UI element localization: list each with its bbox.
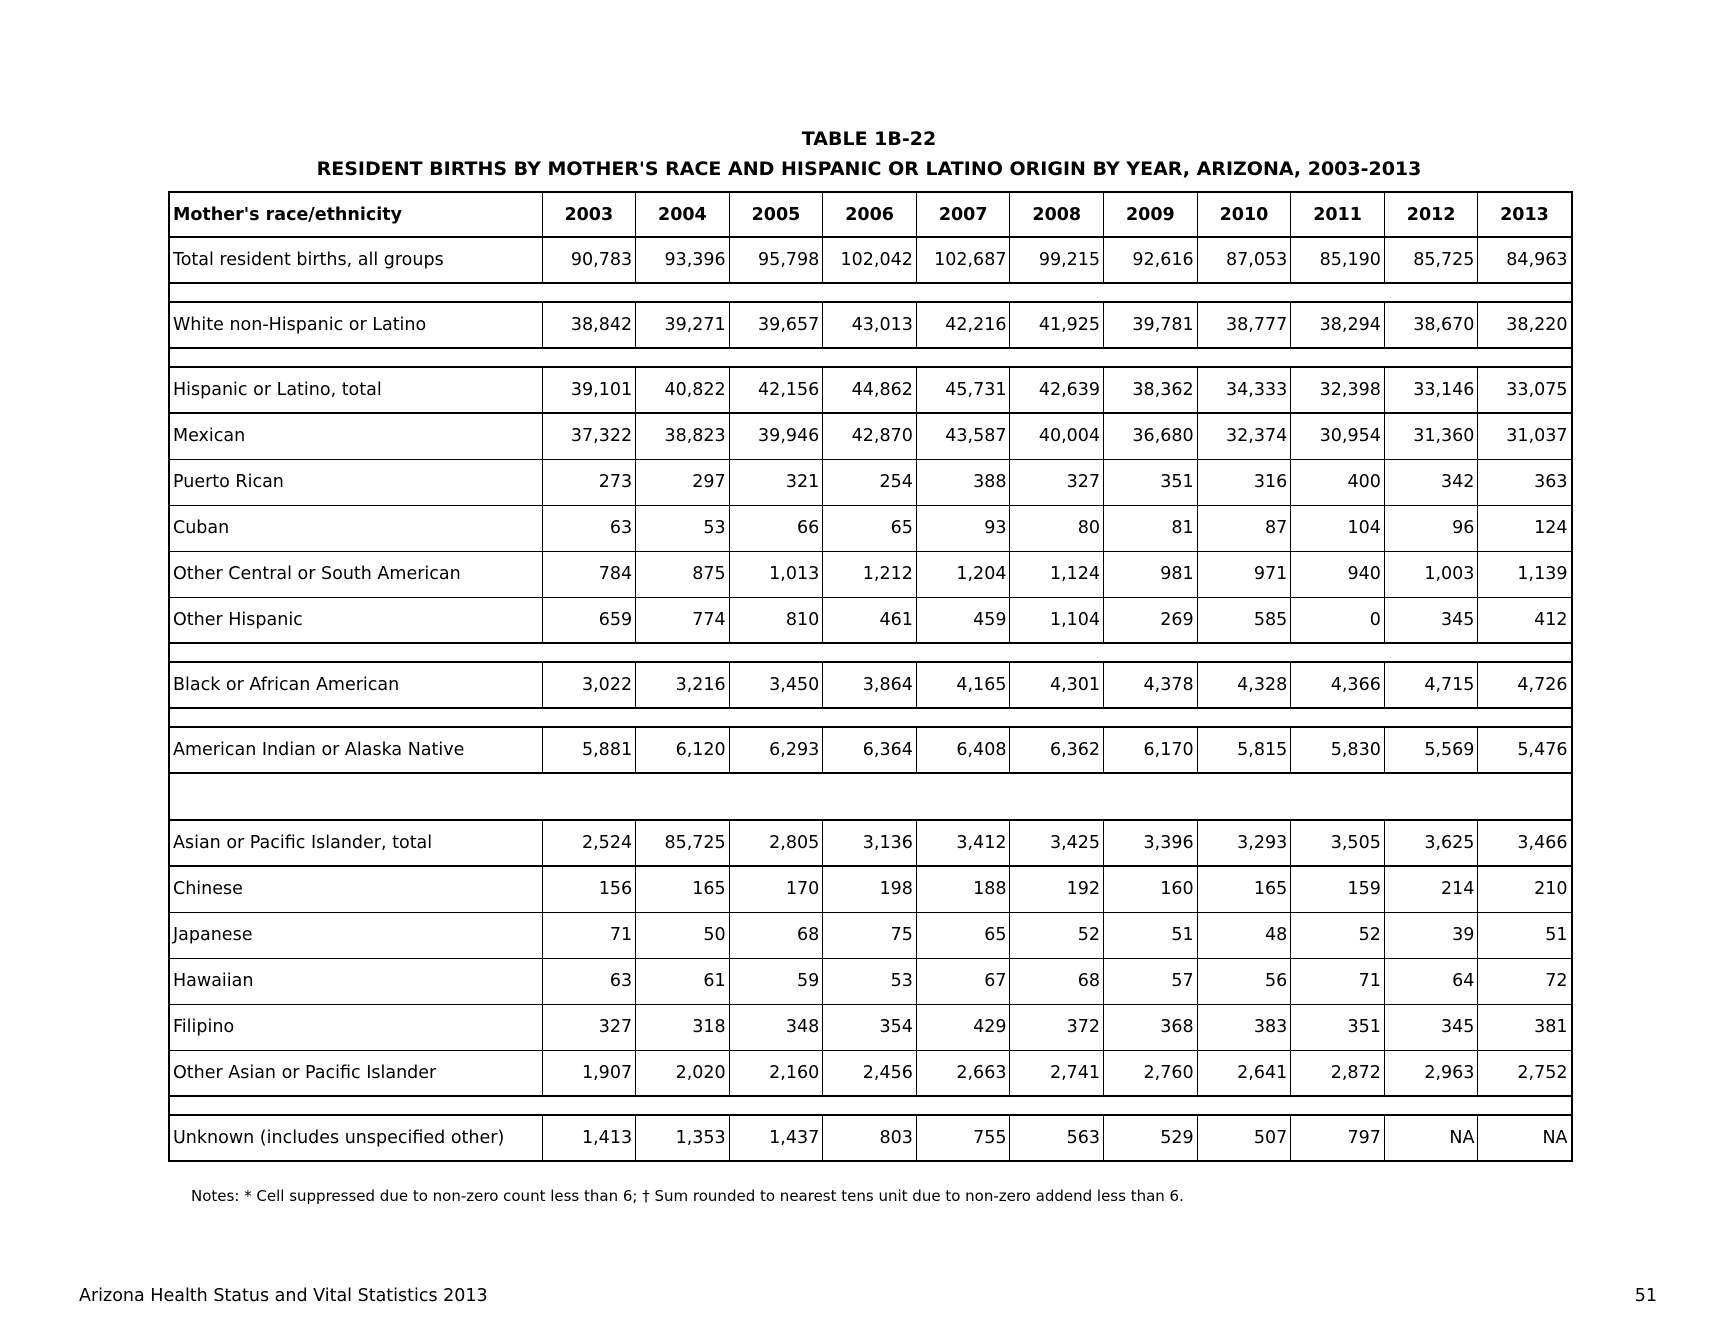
value-cell: 192	[1010, 866, 1104, 912]
value-cell: 71	[1291, 958, 1385, 1004]
value-cell: 38,294	[1291, 302, 1385, 348]
value-cell: 875	[636, 551, 730, 597]
column-header-year: 2008	[1010, 192, 1104, 237]
value-cell: 6,408	[916, 727, 1010, 773]
value-cell: 1,907	[542, 1050, 636, 1096]
table-body	[169, 237, 1572, 1161]
value-cell: 412	[1478, 597, 1572, 643]
value-cell: 4,301	[1010, 662, 1104, 708]
value-cell: 459	[916, 597, 1010, 643]
value-cell: 38,823	[636, 413, 730, 459]
column-header-year: 2012	[1384, 192, 1478, 237]
row-label: White non-Hispanic or Latino	[169, 302, 542, 348]
row-label: Puerto Rican	[169, 459, 542, 505]
value-cell: 42,639	[1010, 367, 1104, 413]
value-cell: 102,687	[916, 237, 1010, 283]
value-cell: 3,412	[916, 820, 1010, 866]
value-cell: 85,725	[636, 820, 730, 866]
value-cell: 2,641	[1197, 1050, 1291, 1096]
value-cell: 2,160	[729, 1050, 823, 1096]
value-cell: 1,204	[916, 551, 1010, 597]
value-cell: 92,616	[1104, 237, 1198, 283]
value-cell: 5,830	[1291, 727, 1385, 773]
value-cell: 6,364	[823, 727, 917, 773]
value-cell: 42,156	[729, 367, 823, 413]
value-cell: 2,805	[729, 820, 823, 866]
table-row	[169, 367, 1572, 413]
spacer-cell	[169, 773, 1572, 820]
value-cell: 65	[823, 505, 917, 551]
column-header-year: 2006	[823, 192, 917, 237]
value-cell: 381	[1478, 1004, 1572, 1050]
value-cell: 1,139	[1478, 551, 1572, 597]
value-cell: 429	[916, 1004, 1010, 1050]
value-cell: 38,670	[1384, 302, 1478, 348]
table-title	[168, 124, 1570, 184]
value-cell: 40,004	[1010, 413, 1104, 459]
value-cell: 797	[1291, 1115, 1385, 1161]
value-cell: 6,362	[1010, 727, 1104, 773]
header-row	[169, 192, 1572, 237]
value-cell: 85,190	[1291, 237, 1385, 283]
value-cell: 39,657	[729, 302, 823, 348]
value-cell: 33,075	[1478, 367, 1572, 413]
spacer-row	[169, 643, 1572, 662]
value-cell: 3,625	[1384, 820, 1478, 866]
value-cell: 44,862	[823, 367, 917, 413]
value-cell: 383	[1197, 1004, 1291, 1050]
value-cell: 1,437	[729, 1115, 823, 1161]
table-row	[169, 958, 1572, 1004]
value-cell: 165	[1197, 866, 1291, 912]
column-header-year: 2010	[1197, 192, 1291, 237]
value-cell: 165	[636, 866, 730, 912]
value-cell: 5,476	[1478, 727, 1572, 773]
value-cell: 53	[823, 958, 917, 1004]
row-label: Total resident births, all groups	[169, 237, 542, 283]
value-cell: 32,398	[1291, 367, 1385, 413]
value-cell: 102,042	[823, 237, 917, 283]
value-cell: 368	[1104, 1004, 1198, 1050]
value-cell: 43,013	[823, 302, 917, 348]
value-cell: 297	[636, 459, 730, 505]
value-cell: 4,366	[1291, 662, 1385, 708]
row-label: American Indian or Alaska Native	[169, 727, 542, 773]
value-cell: 273	[542, 459, 636, 505]
value-cell: 372	[1010, 1004, 1104, 1050]
column-header-year: 2003	[542, 192, 636, 237]
value-cell: 269	[1104, 597, 1198, 643]
value-cell: 529	[1104, 1115, 1198, 1161]
value-cell: 4,165	[916, 662, 1010, 708]
value-cell: 159	[1291, 866, 1385, 912]
spacer-cell	[169, 708, 1572, 727]
column-header-year: 2004	[636, 192, 730, 237]
value-cell: 210	[1478, 866, 1572, 912]
value-cell: 170	[729, 866, 823, 912]
row-label: Unknown (includes unspecified other)	[169, 1115, 542, 1161]
row-label: Hispanic or Latino, total	[169, 367, 542, 413]
value-cell: 351	[1104, 459, 1198, 505]
value-cell: 563	[1010, 1115, 1104, 1161]
value-cell: 31,360	[1384, 413, 1478, 459]
row-label: Filipino	[169, 1004, 542, 1050]
value-cell: 104	[1291, 505, 1385, 551]
footer-publication: Arizona Health Status and Vital Statistics 2013	[79, 1286, 488, 1306]
value-cell: 52	[1010, 912, 1104, 958]
value-cell: 784	[542, 551, 636, 597]
value-cell: 64	[1384, 958, 1478, 1004]
spacer-cell	[169, 1096, 1572, 1115]
value-cell: 4,328	[1197, 662, 1291, 708]
row-label: Black or African American	[169, 662, 542, 708]
table-row	[169, 866, 1572, 912]
value-cell: 51	[1478, 912, 1572, 958]
value-cell: 33,146	[1384, 367, 1478, 413]
value-cell: 43,587	[916, 413, 1010, 459]
value-cell: 354	[823, 1004, 917, 1050]
value-cell: 3,216	[636, 662, 730, 708]
value-cell: 61	[636, 958, 730, 1004]
table-row	[169, 302, 1572, 348]
value-cell: 6,170	[1104, 727, 1198, 773]
table-row	[169, 727, 1572, 773]
value-cell: 4,726	[1478, 662, 1572, 708]
value-cell: 659	[542, 597, 636, 643]
spacer-row	[169, 773, 1572, 820]
value-cell: 755	[916, 1115, 1010, 1161]
value-cell: 3,450	[729, 662, 823, 708]
value-cell: 96	[1384, 505, 1478, 551]
row-label: Japanese	[169, 912, 542, 958]
value-cell: 2,663	[916, 1050, 1010, 1096]
value-cell: NA	[1478, 1115, 1572, 1161]
value-cell: 188	[916, 866, 1010, 912]
value-cell: 93	[916, 505, 1010, 551]
value-cell: 318	[636, 1004, 730, 1050]
spacer-cell	[169, 348, 1572, 367]
value-cell: 803	[823, 1115, 917, 1161]
value-cell: 160	[1104, 866, 1198, 912]
value-cell: 71	[542, 912, 636, 958]
value-cell: 2,741	[1010, 1050, 1104, 1096]
value-cell: 39,946	[729, 413, 823, 459]
value-cell: 81	[1104, 505, 1198, 551]
value-cell: 38,777	[1197, 302, 1291, 348]
value-cell: 351	[1291, 1004, 1385, 1050]
value-cell: 1,104	[1010, 597, 1104, 643]
value-cell: 59	[729, 958, 823, 1004]
value-cell: 6,293	[729, 727, 823, 773]
value-cell: 981	[1104, 551, 1198, 597]
value-cell: 39,101	[542, 367, 636, 413]
value-cell: 321	[729, 459, 823, 505]
value-cell: 214	[1384, 866, 1478, 912]
value-cell: 51	[1104, 912, 1198, 958]
value-cell: 53	[636, 505, 730, 551]
table-row	[169, 912, 1572, 958]
value-cell: 84,963	[1478, 237, 1572, 283]
table-number: TABLE 1B-22	[801, 128, 937, 150]
value-cell: 316	[1197, 459, 1291, 505]
value-cell: 3,425	[1010, 820, 1104, 866]
value-cell: 80	[1010, 505, 1104, 551]
value-cell: 3,136	[823, 820, 917, 866]
table-row	[169, 237, 1572, 283]
value-cell: 388	[916, 459, 1010, 505]
value-cell: 1,013	[729, 551, 823, 597]
value-cell: 0	[1291, 597, 1385, 643]
value-cell: 461	[823, 597, 917, 643]
value-cell: 72	[1478, 958, 1572, 1004]
row-label: Other Asian or Pacific Islander	[169, 1050, 542, 1096]
value-cell: 30,954	[1291, 413, 1385, 459]
value-cell: 95,798	[729, 237, 823, 283]
value-cell: 40,822	[636, 367, 730, 413]
column-header-race: Mother's race/ethnicity	[169, 192, 542, 237]
value-cell: 5,881	[542, 727, 636, 773]
value-cell: 1,003	[1384, 551, 1478, 597]
value-cell: 31,037	[1478, 413, 1572, 459]
table-row	[169, 459, 1572, 505]
spacer-row	[169, 708, 1572, 727]
value-cell: 48	[1197, 912, 1291, 958]
column-header-year: 2011	[1291, 192, 1385, 237]
table-row	[169, 820, 1572, 866]
column-header-year: 2013	[1478, 192, 1572, 237]
row-label: Chinese	[169, 866, 542, 912]
value-cell: 345	[1384, 597, 1478, 643]
value-cell: 34,333	[1197, 367, 1291, 413]
value-cell: 66	[729, 505, 823, 551]
value-cell: 2,020	[636, 1050, 730, 1096]
value-cell: 507	[1197, 1115, 1291, 1161]
value-cell: 38,842	[542, 302, 636, 348]
value-cell: 85,725	[1384, 237, 1478, 283]
value-cell: 810	[729, 597, 823, 643]
row-label: Mexican	[169, 413, 542, 459]
value-cell: 45,731	[916, 367, 1010, 413]
value-cell: 4,378	[1104, 662, 1198, 708]
value-cell: 52	[1291, 912, 1385, 958]
value-cell: 327	[1010, 459, 1104, 505]
value-cell: 57	[1104, 958, 1198, 1004]
value-cell: 36,680	[1104, 413, 1198, 459]
table-row	[169, 1115, 1572, 1161]
value-cell: 774	[636, 597, 730, 643]
table-row	[169, 1004, 1572, 1050]
value-cell: 75	[823, 912, 917, 958]
table-row	[169, 551, 1572, 597]
value-cell: 63	[542, 505, 636, 551]
value-cell: 6,120	[636, 727, 730, 773]
row-label: Hawaiian	[169, 958, 542, 1004]
value-cell: 363	[1478, 459, 1572, 505]
value-cell: 3,466	[1478, 820, 1572, 866]
value-cell: 56	[1197, 958, 1291, 1004]
spacer-row	[169, 283, 1572, 302]
value-cell: 124	[1478, 505, 1572, 551]
value-cell: 38,362	[1104, 367, 1198, 413]
spacer-row	[169, 348, 1572, 367]
value-cell: 4,715	[1384, 662, 1478, 708]
value-cell: 971	[1197, 551, 1291, 597]
value-cell: 87	[1197, 505, 1291, 551]
value-cell: 93,396	[636, 237, 730, 283]
value-cell: 3,022	[542, 662, 636, 708]
value-cell: 3,396	[1104, 820, 1198, 866]
value-cell: 1,124	[1010, 551, 1104, 597]
value-cell: 1,353	[636, 1115, 730, 1161]
value-cell: 87,053	[1197, 237, 1291, 283]
row-label: Asian or Pacific Islander, total	[169, 820, 542, 866]
value-cell: 2,872	[1291, 1050, 1385, 1096]
value-cell: 345	[1384, 1004, 1478, 1050]
column-header-year: 2007	[916, 192, 1010, 237]
value-cell: 254	[823, 459, 917, 505]
spacer-cell	[169, 283, 1572, 302]
value-cell: 348	[729, 1004, 823, 1050]
table-row	[169, 597, 1572, 643]
births-table	[168, 191, 1573, 1162]
value-cell: 68	[1010, 958, 1104, 1004]
page-number: 51	[1634, 1286, 1657, 1306]
table-row	[169, 662, 1572, 708]
value-cell: 42,216	[916, 302, 1010, 348]
column-header-year: 2009	[1104, 192, 1198, 237]
value-cell: NA	[1384, 1115, 1478, 1161]
value-cell: 3,864	[823, 662, 917, 708]
value-cell: 156	[542, 866, 636, 912]
value-cell: 3,293	[1197, 820, 1291, 866]
value-cell: 5,815	[1197, 727, 1291, 773]
value-cell: 1,212	[823, 551, 917, 597]
value-cell: 39,271	[636, 302, 730, 348]
value-cell: 68	[729, 912, 823, 958]
table-caption: RESIDENT BIRTHS BY MOTHER'S RACE AND HISPANIC OR LATINO ORIGIN BY YEAR, ARIZONA, 2003-2013	[316, 158, 1422, 180]
table-row	[169, 413, 1572, 459]
value-cell: 67	[916, 958, 1010, 1004]
table-row	[169, 1050, 1572, 1096]
value-cell: 37,322	[542, 413, 636, 459]
row-label: Other Central or South American	[169, 551, 542, 597]
column-header-year: 2005	[729, 192, 823, 237]
value-cell: 2,760	[1104, 1050, 1198, 1096]
value-cell: 1,413	[542, 1115, 636, 1161]
value-cell: 5,569	[1384, 727, 1478, 773]
value-cell: 198	[823, 866, 917, 912]
value-cell: 940	[1291, 551, 1385, 597]
value-cell: 38,220	[1478, 302, 1572, 348]
value-cell: 342	[1384, 459, 1478, 505]
table-row	[169, 505, 1572, 551]
value-cell: 42,870	[823, 413, 917, 459]
value-cell: 41,925	[1010, 302, 1104, 348]
value-cell: 65	[916, 912, 1010, 958]
value-cell: 63	[542, 958, 636, 1004]
value-cell: 90,783	[542, 237, 636, 283]
value-cell: 50	[636, 912, 730, 958]
value-cell: 99,215	[1010, 237, 1104, 283]
row-label: Other Hispanic	[169, 597, 542, 643]
value-cell: 39	[1384, 912, 1478, 958]
value-cell: 2,963	[1384, 1050, 1478, 1096]
value-cell: 39,781	[1104, 302, 1198, 348]
spacer-row	[169, 1096, 1572, 1115]
value-cell: 400	[1291, 459, 1385, 505]
value-cell: 585	[1197, 597, 1291, 643]
row-label: Cuban	[169, 505, 542, 551]
value-cell: 2,456	[823, 1050, 917, 1096]
value-cell: 3,505	[1291, 820, 1385, 866]
table-notes: Notes: * Cell suppressed due to non-zero count less than 6; † Sum rounded to nearest tens unit due to non-zero addend less than 6.	[191, 1187, 1184, 1205]
spacer-cell	[169, 643, 1572, 662]
value-cell: 2,524	[542, 820, 636, 866]
value-cell: 2,752	[1478, 1050, 1572, 1096]
value-cell: 32,374	[1197, 413, 1291, 459]
value-cell: 327	[542, 1004, 636, 1050]
